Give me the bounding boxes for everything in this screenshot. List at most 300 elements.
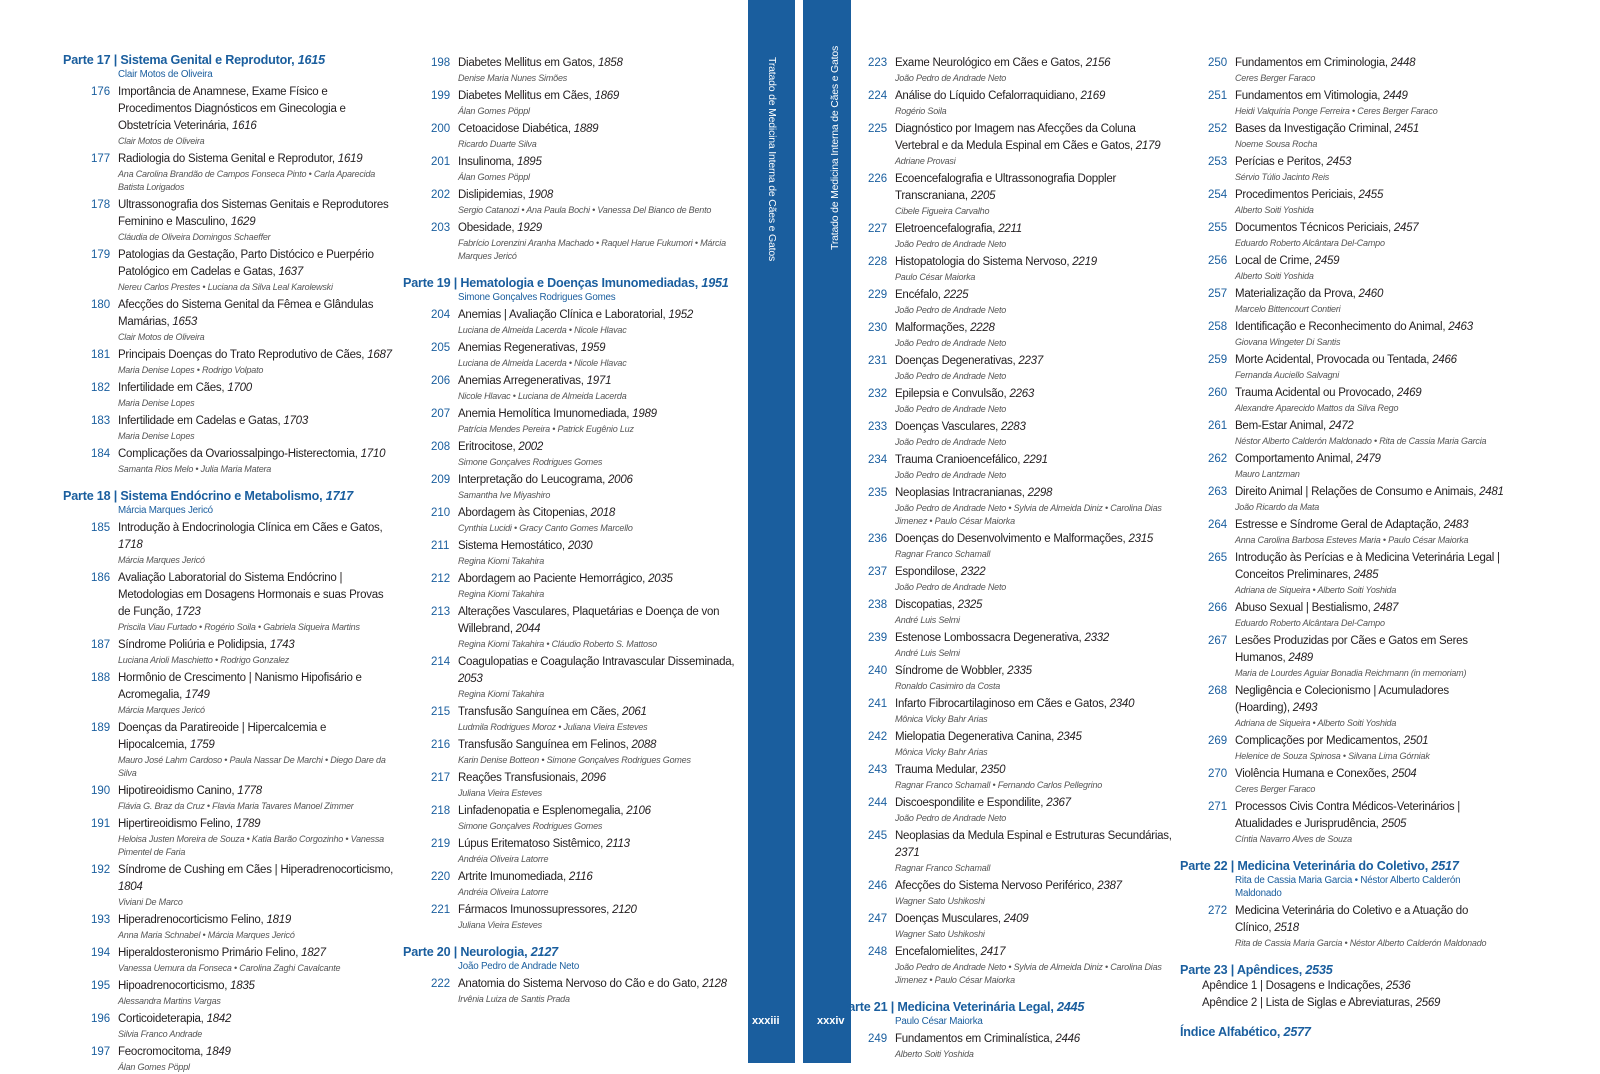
toc-entry[interactable] bbox=[840, 944, 1180, 987]
chapter-title-text: Eletroencefalografia, bbox=[895, 223, 996, 235]
toc-entry[interactable] bbox=[63, 570, 398, 634]
toc-entry[interactable] bbox=[840, 171, 1180, 218]
chapter-page: 2088 bbox=[631, 739, 657, 751]
toc-column-4 bbox=[1180, 52, 1505, 1040]
toc-entry[interactable] bbox=[403, 704, 738, 734]
chapter-authors: Alberto Soiti Yoshida bbox=[1235, 205, 1314, 215]
chapter-body bbox=[458, 220, 738, 263]
chapter-body bbox=[895, 696, 1180, 726]
chapter-title-text: Negligência e Colecionismo | Acumuladores (Hoarding), bbox=[1235, 685, 1449, 714]
chapter-authors: Patrícia Mendes Pereira • Patrick Eugênio Luz bbox=[458, 424, 634, 434]
toc-entry[interactable] bbox=[403, 604, 738, 651]
chapter-number: 264 bbox=[1208, 519, 1228, 531]
chapter-title bbox=[118, 380, 398, 397]
chapter-page: 2371 bbox=[895, 847, 920, 859]
chapter-authors: André Luis Selmi bbox=[895, 615, 960, 625]
appendix-entry[interactable] bbox=[1202, 978, 1505, 995]
chapter-number: 204 bbox=[431, 309, 451, 321]
part-page: 2577 bbox=[1283, 1025, 1311, 1039]
chapter-body bbox=[118, 862, 398, 909]
chapter-authors: Ragnar Franco Schamall • Fernando Carlos Pellegrino bbox=[895, 780, 1103, 790]
toc-entry[interactable] bbox=[63, 862, 398, 909]
part-heading[interactable] bbox=[1180, 1024, 1505, 1040]
chapter-title-text: Direito Animal | Relações de Consumo e Animais, bbox=[1235, 486, 1477, 498]
chapter-page: 1889 bbox=[573, 123, 599, 135]
toc-entry[interactable] bbox=[63, 783, 398, 813]
toc-entry[interactable] bbox=[840, 762, 1180, 792]
chapter-body bbox=[118, 151, 398, 194]
toc-entry[interactable] bbox=[63, 297, 398, 344]
chapter-title-text: Hipertireoidismo Felino, bbox=[118, 818, 233, 830]
chapter-title bbox=[895, 762, 1180, 779]
chapter-authors: Ana Carolina Brandão de Campos Fonseca Pinto • Carla Aparecida Batista Lorigados bbox=[118, 169, 376, 192]
toc-entry[interactable] bbox=[63, 912, 398, 942]
toc-entry[interactable] bbox=[63, 945, 398, 975]
toc-entry[interactable] bbox=[840, 419, 1180, 449]
toc-entry[interactable] bbox=[1180, 187, 1505, 217]
toc-entry[interactable] bbox=[1180, 88, 1505, 118]
toc-entry[interactable] bbox=[840, 663, 1180, 693]
part-heading[interactable] bbox=[63, 488, 398, 504]
chapter-body bbox=[458, 505, 738, 535]
chapter-page: 2291 bbox=[1023, 454, 1048, 466]
chapter-title-text: Perícias e Peritos, bbox=[1235, 156, 1324, 168]
toc-entry[interactable] bbox=[840, 828, 1180, 875]
chapter-title bbox=[895, 55, 1180, 72]
toc-entry[interactable] bbox=[840, 878, 1180, 908]
toc-entry[interactable] bbox=[1180, 286, 1505, 316]
toc-entry[interactable] bbox=[1180, 253, 1505, 283]
chapter-title bbox=[118, 570, 398, 621]
toc-entry[interactable] bbox=[1180, 385, 1505, 415]
chapter-body bbox=[458, 121, 738, 151]
chapter-title bbox=[895, 1031, 1180, 1048]
chapter-number: 272 bbox=[1208, 905, 1228, 917]
toc-entry[interactable] bbox=[840, 353, 1180, 383]
chapter-number: 186 bbox=[91, 572, 111, 584]
chapter-title-text: Principais Doenças do Trato Reprodutivo de Cães, bbox=[118, 349, 365, 361]
chapter-title bbox=[458, 571, 738, 588]
chapter-authors: Adriana de Siqueira • Alberto Soiti Yoshida bbox=[1235, 718, 1397, 728]
chapter-number: 223 bbox=[868, 57, 888, 69]
toc-entry[interactable] bbox=[403, 340, 738, 370]
toc-entry[interactable] bbox=[403, 803, 738, 833]
toc-entry[interactable] bbox=[840, 630, 1180, 660]
toc-entry[interactable] bbox=[403, 505, 738, 535]
toc-entry[interactable] bbox=[840, 121, 1180, 168]
chapter-number: 214 bbox=[431, 656, 451, 668]
toc-column-2 bbox=[403, 52, 738, 1006]
chapter-page: 2483 bbox=[1443, 519, 1469, 531]
chapter-body bbox=[118, 1011, 398, 1041]
toc-entry[interactable] bbox=[1180, 418, 1505, 448]
toc-entry[interactable] bbox=[1180, 903, 1505, 950]
chapter-body bbox=[895, 254, 1180, 284]
chapter-title bbox=[1235, 451, 1505, 468]
part-heading[interactable] bbox=[840, 999, 1180, 1015]
chapter-number: 224 bbox=[868, 90, 888, 102]
toc-entry[interactable] bbox=[1180, 600, 1505, 630]
part-editors: Clair Motos de Oliveira bbox=[118, 69, 213, 80]
chapter-number: 178 bbox=[91, 199, 111, 211]
toc-entry[interactable] bbox=[63, 670, 398, 717]
toc-entry[interactable] bbox=[840, 531, 1180, 561]
chapter-number: 191 bbox=[91, 818, 111, 830]
toc-entry[interactable] bbox=[1180, 733, 1505, 763]
chapter-title-text: Discoespondilite e Espondilite, bbox=[895, 797, 1044, 809]
toc-entry[interactable] bbox=[1180, 319, 1505, 349]
chapter-body bbox=[1235, 187, 1505, 217]
toc-entry[interactable] bbox=[63, 413, 398, 443]
chapter-title bbox=[1235, 799, 1505, 833]
part-editors: Rita de Cassia Maria Garcia • Néstor Alberto Calderón Maldonado bbox=[1235, 875, 1461, 899]
toc-entry[interactable] bbox=[840, 597, 1180, 627]
page-number-right: xxxiv bbox=[817, 1015, 845, 1027]
chapter-title-text: Discopatias, bbox=[895, 599, 955, 611]
toc-entry[interactable] bbox=[1180, 550, 1505, 597]
toc-entry[interactable] bbox=[840, 485, 1180, 528]
chapter-page: 2457 bbox=[1393, 222, 1419, 234]
chapter-authors: Ragnar Franco Schamall bbox=[895, 549, 991, 559]
chapter-body bbox=[895, 729, 1180, 759]
chapter-title-text: Encefalomielites, bbox=[895, 946, 978, 958]
toc-entry[interactable] bbox=[63, 197, 398, 244]
toc-entry[interactable] bbox=[63, 247, 398, 294]
chapter-authors: Ricardo Duarte Silva bbox=[458, 139, 537, 149]
chapter-number: 220 bbox=[431, 871, 451, 883]
part-heading[interactable] bbox=[1180, 858, 1505, 874]
chapter-title bbox=[458, 976, 738, 993]
chapter-authors: Mônica Vicky Bahr Arias bbox=[895, 747, 988, 757]
chapter-number: 185 bbox=[91, 522, 111, 534]
toc-entry[interactable] bbox=[403, 373, 738, 403]
toc-entry[interactable] bbox=[403, 187, 738, 217]
toc-entry[interactable] bbox=[403, 154, 738, 184]
toc-entry[interactable] bbox=[840, 386, 1180, 416]
chapter-number: 188 bbox=[91, 672, 111, 684]
chapter-title-text: Artrite Imunomediada, bbox=[458, 871, 566, 883]
toc-entry[interactable] bbox=[840, 320, 1180, 350]
chapter-body bbox=[118, 1044, 398, 1074]
chapter-title-text: Local de Crime, bbox=[1235, 255, 1312, 267]
chapter-page: 2449 bbox=[1383, 90, 1408, 102]
chapter-authors: Nereu Carlos Prestes • Luciana da Silva Leal Karolewski bbox=[118, 282, 333, 292]
toc-entry[interactable] bbox=[1180, 451, 1505, 481]
toc-entry[interactable] bbox=[840, 452, 1180, 482]
toc-entry[interactable] bbox=[403, 902, 738, 932]
toc-entry[interactable] bbox=[840, 696, 1180, 726]
chapter-title-text: Estenose Lombossacra Degenerativa, bbox=[895, 632, 1082, 644]
chapter-title bbox=[458, 604, 738, 638]
toc-entry[interactable] bbox=[1180, 799, 1505, 846]
part-title: Parte 21 | Medicina Veterinária Legal, bbox=[840, 1000, 1054, 1014]
chapter-number: 207 bbox=[431, 408, 451, 420]
chapter-title-text: Síndrome de Wobbler, bbox=[895, 665, 1005, 677]
chapter-title-text: Doenças Degenerativas, bbox=[895, 355, 1016, 367]
toc-entry[interactable] bbox=[403, 307, 738, 337]
chapter-authors: Ronaldo Casimiro da Costa bbox=[895, 681, 1001, 691]
toc-entry[interactable] bbox=[63, 637, 398, 667]
chapter-authors: João Pedro de Andrade Neto • Sylvia de Almeida Diniz • Carolina Dias Jimenez • Paulo César Maiorka bbox=[895, 962, 1162, 985]
chapter-body bbox=[895, 55, 1180, 85]
chapter-authors: Álan Gomes Pöppl bbox=[458, 172, 530, 182]
chapter-number: 193 bbox=[91, 914, 111, 926]
chapter-number: 243 bbox=[868, 764, 888, 776]
toc-entry[interactable] bbox=[1180, 55, 1505, 85]
chapter-title bbox=[458, 505, 738, 522]
chapter-number: 270 bbox=[1208, 768, 1228, 780]
chapter-title bbox=[1235, 352, 1505, 369]
chapter-number: 208 bbox=[431, 441, 451, 453]
chapter-title-text: Complicações por Medicamentos, bbox=[1235, 735, 1401, 747]
toc-entry[interactable] bbox=[840, 55, 1180, 85]
chapter-authors: Denise Maria Nunes Simões bbox=[458, 73, 568, 83]
toc-entry[interactable] bbox=[403, 737, 738, 767]
chapter-title bbox=[458, 770, 738, 787]
chapter-page: 2448 bbox=[1390, 57, 1416, 69]
chapter-number: 263 bbox=[1208, 486, 1228, 498]
chapter-number: 225 bbox=[868, 123, 888, 135]
chapter-title-text: Encéfalo, bbox=[895, 289, 941, 301]
chapter-body bbox=[458, 976, 738, 1006]
chapter-page: 2263 bbox=[1009, 388, 1035, 400]
chapter-body bbox=[1235, 903, 1505, 950]
chapter-authors: Adriane Provasi bbox=[895, 156, 956, 166]
chapter-page: 1703 bbox=[283, 415, 308, 427]
chapter-authors: Clair Motos de Oliveira bbox=[118, 332, 205, 342]
chapter-number: 202 bbox=[431, 189, 451, 201]
toc-entry[interactable] bbox=[63, 151, 398, 194]
chapter-page: 2332 bbox=[1084, 632, 1110, 644]
part-heading[interactable] bbox=[403, 275, 738, 291]
chapter-title bbox=[1235, 418, 1505, 435]
toc-entry[interactable] bbox=[1180, 766, 1505, 796]
part-heading[interactable] bbox=[1180, 962, 1505, 978]
chapter-body bbox=[895, 944, 1180, 987]
toc-entry[interactable] bbox=[403, 439, 738, 469]
toc-entry[interactable] bbox=[63, 1011, 398, 1041]
chapter-title bbox=[118, 637, 398, 654]
toc-entry[interactable] bbox=[1180, 517, 1505, 547]
chapter-title-text: Histopatologia do Sistema Nervoso, bbox=[895, 256, 1070, 268]
toc-entry[interactable] bbox=[63, 816, 398, 859]
chapter-title bbox=[458, 307, 738, 324]
toc-entry[interactable] bbox=[840, 795, 1180, 825]
toc-entry[interactable] bbox=[403, 770, 738, 800]
chapter-authors: João Pedro de Andrade Neto bbox=[895, 239, 1007, 249]
toc-entry[interactable] bbox=[840, 564, 1180, 594]
chapter-title-text: Introdução à Endocrinologia Clínica em Cães e Gatos, bbox=[118, 522, 383, 534]
chapter-page: 1858 bbox=[598, 57, 623, 69]
chapter-title bbox=[1235, 550, 1505, 584]
chapter-title bbox=[458, 704, 738, 721]
chapter-number: 237 bbox=[868, 566, 888, 578]
chapter-page: 1718 bbox=[118, 539, 143, 551]
chapter-page: 1869 bbox=[594, 90, 620, 102]
chapter-authors: Mauro José Lahm Cardoso • Paula Nassar De Marchi • Diego Dare da Silva bbox=[118, 755, 386, 778]
toc-entry[interactable] bbox=[403, 88, 738, 118]
toc-entry[interactable] bbox=[1180, 154, 1505, 184]
toc-entry[interactable] bbox=[63, 978, 398, 1008]
toc-entry[interactable] bbox=[403, 55, 738, 85]
toc-entry[interactable] bbox=[840, 911, 1180, 941]
toc-entry[interactable] bbox=[403, 836, 738, 866]
toc-entry[interactable] bbox=[1180, 352, 1505, 382]
chapter-title bbox=[118, 720, 398, 754]
chapter-title bbox=[118, 912, 398, 929]
chapter-body bbox=[1235, 385, 1505, 415]
chapter-title bbox=[118, 1011, 398, 1028]
chapter-title bbox=[895, 221, 1180, 238]
chapter-title bbox=[458, 55, 738, 72]
chapter-page: 2120 bbox=[612, 904, 637, 916]
toc-entry[interactable] bbox=[403, 571, 738, 601]
toc-entry[interactable] bbox=[63, 347, 398, 377]
chapter-authors: André Luis Selmi bbox=[895, 648, 960, 658]
chapter-number: 240 bbox=[868, 665, 888, 677]
toc-entry[interactable] bbox=[63, 720, 398, 780]
chapter-title-text: Linfadenopatia e Esplenomegalia, bbox=[458, 805, 624, 817]
chapter-title-text: Transfusão Sanguínea em Felinos, bbox=[458, 739, 629, 751]
part-heading[interactable] bbox=[403, 944, 738, 960]
chapter-title bbox=[118, 413, 398, 430]
chapter-page: 2466 bbox=[1432, 354, 1457, 366]
chapter-title bbox=[118, 1044, 398, 1061]
chapter-title bbox=[895, 485, 1180, 502]
chapter-body bbox=[895, 762, 1180, 792]
toc-entry[interactable] bbox=[840, 254, 1180, 284]
chapter-authors: Samanta Rios Melo • Julia Maria Matera bbox=[118, 464, 272, 474]
toc-entry[interactable] bbox=[403, 976, 738, 1006]
toc-entry[interactable] bbox=[1180, 220, 1505, 250]
chapter-number: 218 bbox=[431, 805, 451, 817]
chapter-authors: Néstor Alberto Calderón Maldonado • Rita de Cassia Maria Garcia bbox=[1235, 436, 1487, 446]
toc-entry[interactable] bbox=[840, 1031, 1180, 1061]
chapter-page: 2035 bbox=[648, 573, 673, 585]
chapter-page: 2169 bbox=[1080, 90, 1106, 102]
chapter-authors: Regina Kiomi Takahira bbox=[458, 689, 545, 699]
chapter-title-text: Hipoadrenocorticismo, bbox=[118, 980, 228, 992]
chapter-body bbox=[895, 911, 1180, 941]
chapter-title bbox=[118, 945, 398, 962]
chapter-authors: Fernanda Auciello Salvagni bbox=[1235, 370, 1340, 380]
chapter-page: 2322 bbox=[960, 566, 986, 578]
chapter-title-text: Diagnóstico por Imagem nas Afecções da Coluna Vertebral e da Medula Espinal em Cães e Gatos, bbox=[895, 123, 1136, 152]
toc-entry[interactable] bbox=[403, 538, 738, 568]
chapter-title bbox=[895, 531, 1180, 548]
chapter-page: 2460 bbox=[1358, 288, 1384, 300]
chapter-number: 268 bbox=[1208, 685, 1228, 697]
chapter-title bbox=[895, 944, 1180, 961]
toc-entry[interactable] bbox=[63, 1044, 398, 1074]
chapter-authors: Nicole Hlavac • Luciana de Almeida Lacerda bbox=[458, 391, 627, 401]
chapter-title bbox=[458, 538, 738, 555]
appendix-page: 2569 bbox=[1415, 997, 1441, 1009]
chapter-body bbox=[895, 597, 1180, 627]
chapter-title bbox=[895, 597, 1180, 614]
chapter-title bbox=[1235, 88, 1505, 105]
chapter-page: 1819 bbox=[266, 914, 292, 926]
chapter-authors: Adriana de Siqueira • Alberto Soiti Yoshida bbox=[1235, 585, 1397, 595]
toc-entry[interactable] bbox=[1180, 121, 1505, 151]
spine-left bbox=[748, 0, 795, 1063]
toc-entry[interactable] bbox=[1180, 484, 1505, 514]
chapter-title-text: Trauma Acidental ou Provocado, bbox=[1235, 387, 1394, 399]
toc-entry[interactable] bbox=[63, 446, 398, 476]
chapter-title bbox=[458, 340, 738, 357]
chapter-authors: João Pedro de Andrade Neto bbox=[895, 371, 1007, 381]
chapter-title-text: Documentos Técnicos Periciais, bbox=[1235, 222, 1391, 234]
chapter-title-text: Abuso Sexual | Bestialismo, bbox=[1235, 602, 1371, 614]
chapter-title bbox=[1235, 903, 1505, 937]
chapter-authors: João Pedro de Andrade Neto bbox=[895, 305, 1007, 315]
toc-entry[interactable] bbox=[63, 520, 398, 567]
toc-entry[interactable] bbox=[840, 221, 1180, 251]
chapter-title bbox=[895, 795, 1180, 812]
chapter-body bbox=[118, 413, 398, 443]
toc-entry[interactable] bbox=[403, 654, 738, 701]
appendix-entry[interactable] bbox=[1202, 995, 1505, 1012]
chapter-title bbox=[895, 452, 1180, 469]
toc-entry[interactable] bbox=[840, 729, 1180, 759]
toc-entry[interactable] bbox=[840, 287, 1180, 317]
chapter-body bbox=[458, 538, 738, 568]
toc-entry[interactable] bbox=[1180, 633, 1505, 680]
toc-entry[interactable] bbox=[403, 869, 738, 899]
chapter-title bbox=[895, 911, 1180, 928]
chapter-number: 181 bbox=[91, 349, 111, 361]
chapter-page: 2002 bbox=[518, 441, 544, 453]
chapter-number: 201 bbox=[431, 156, 451, 168]
chapter-title bbox=[1235, 55, 1505, 72]
chapter-authors: Wagner Sato Ushikoshi bbox=[895, 929, 985, 939]
part-title: Parte 23 | Apêndices, bbox=[1180, 963, 1303, 977]
chapter-number: 203 bbox=[431, 222, 451, 234]
chapter-title bbox=[458, 121, 738, 138]
chapter-page: 1743 bbox=[269, 639, 295, 651]
chapter-title bbox=[458, 803, 738, 820]
chapter-title bbox=[118, 84, 398, 135]
chapter-number: 236 bbox=[868, 533, 888, 545]
toc-entry[interactable] bbox=[403, 121, 738, 151]
chapter-title-text: Transfusão Sanguínea em Cães, bbox=[458, 706, 620, 718]
part-heading[interactable] bbox=[63, 52, 398, 68]
chapter-authors: Márcia Marques Jericó bbox=[118, 555, 205, 565]
toc-entry[interactable] bbox=[403, 472, 738, 502]
chapter-authors: Viviani De Marco bbox=[118, 897, 183, 907]
toc-entry[interactable] bbox=[63, 84, 398, 148]
chapter-body bbox=[895, 485, 1180, 528]
chapter-title-text: Morte Acidental, Provocada ou Tentada, bbox=[1235, 354, 1430, 366]
chapter-page: 1687 bbox=[367, 349, 392, 361]
chapter-authors: Eduardo Roberto Alcântara Del-Campo bbox=[1235, 238, 1385, 248]
chapter-page: 1710 bbox=[360, 448, 386, 460]
chapter-number: 229 bbox=[868, 289, 888, 301]
chapter-page: 2485 bbox=[1353, 569, 1379, 581]
chapter-authors: João Pedro de Andrade Neto bbox=[895, 582, 1007, 592]
chapter-title bbox=[895, 320, 1180, 337]
chapter-page: 2211 bbox=[998, 223, 1022, 235]
chapter-title-text: Corticoideterapia, bbox=[118, 1013, 204, 1025]
chapter-page: 1804 bbox=[118, 881, 143, 893]
toc-entry[interactable] bbox=[63, 380, 398, 410]
chapter-title-text: Exame Neurológico em Cães e Gatos, bbox=[895, 57, 1083, 69]
toc-entry[interactable] bbox=[403, 220, 738, 263]
chapter-title-text: Anemia Hemolítica Imunomediada, bbox=[458, 408, 630, 420]
toc-entry[interactable] bbox=[403, 406, 738, 436]
toc-entry[interactable] bbox=[840, 88, 1180, 118]
toc-entry[interactable] bbox=[1180, 683, 1505, 730]
